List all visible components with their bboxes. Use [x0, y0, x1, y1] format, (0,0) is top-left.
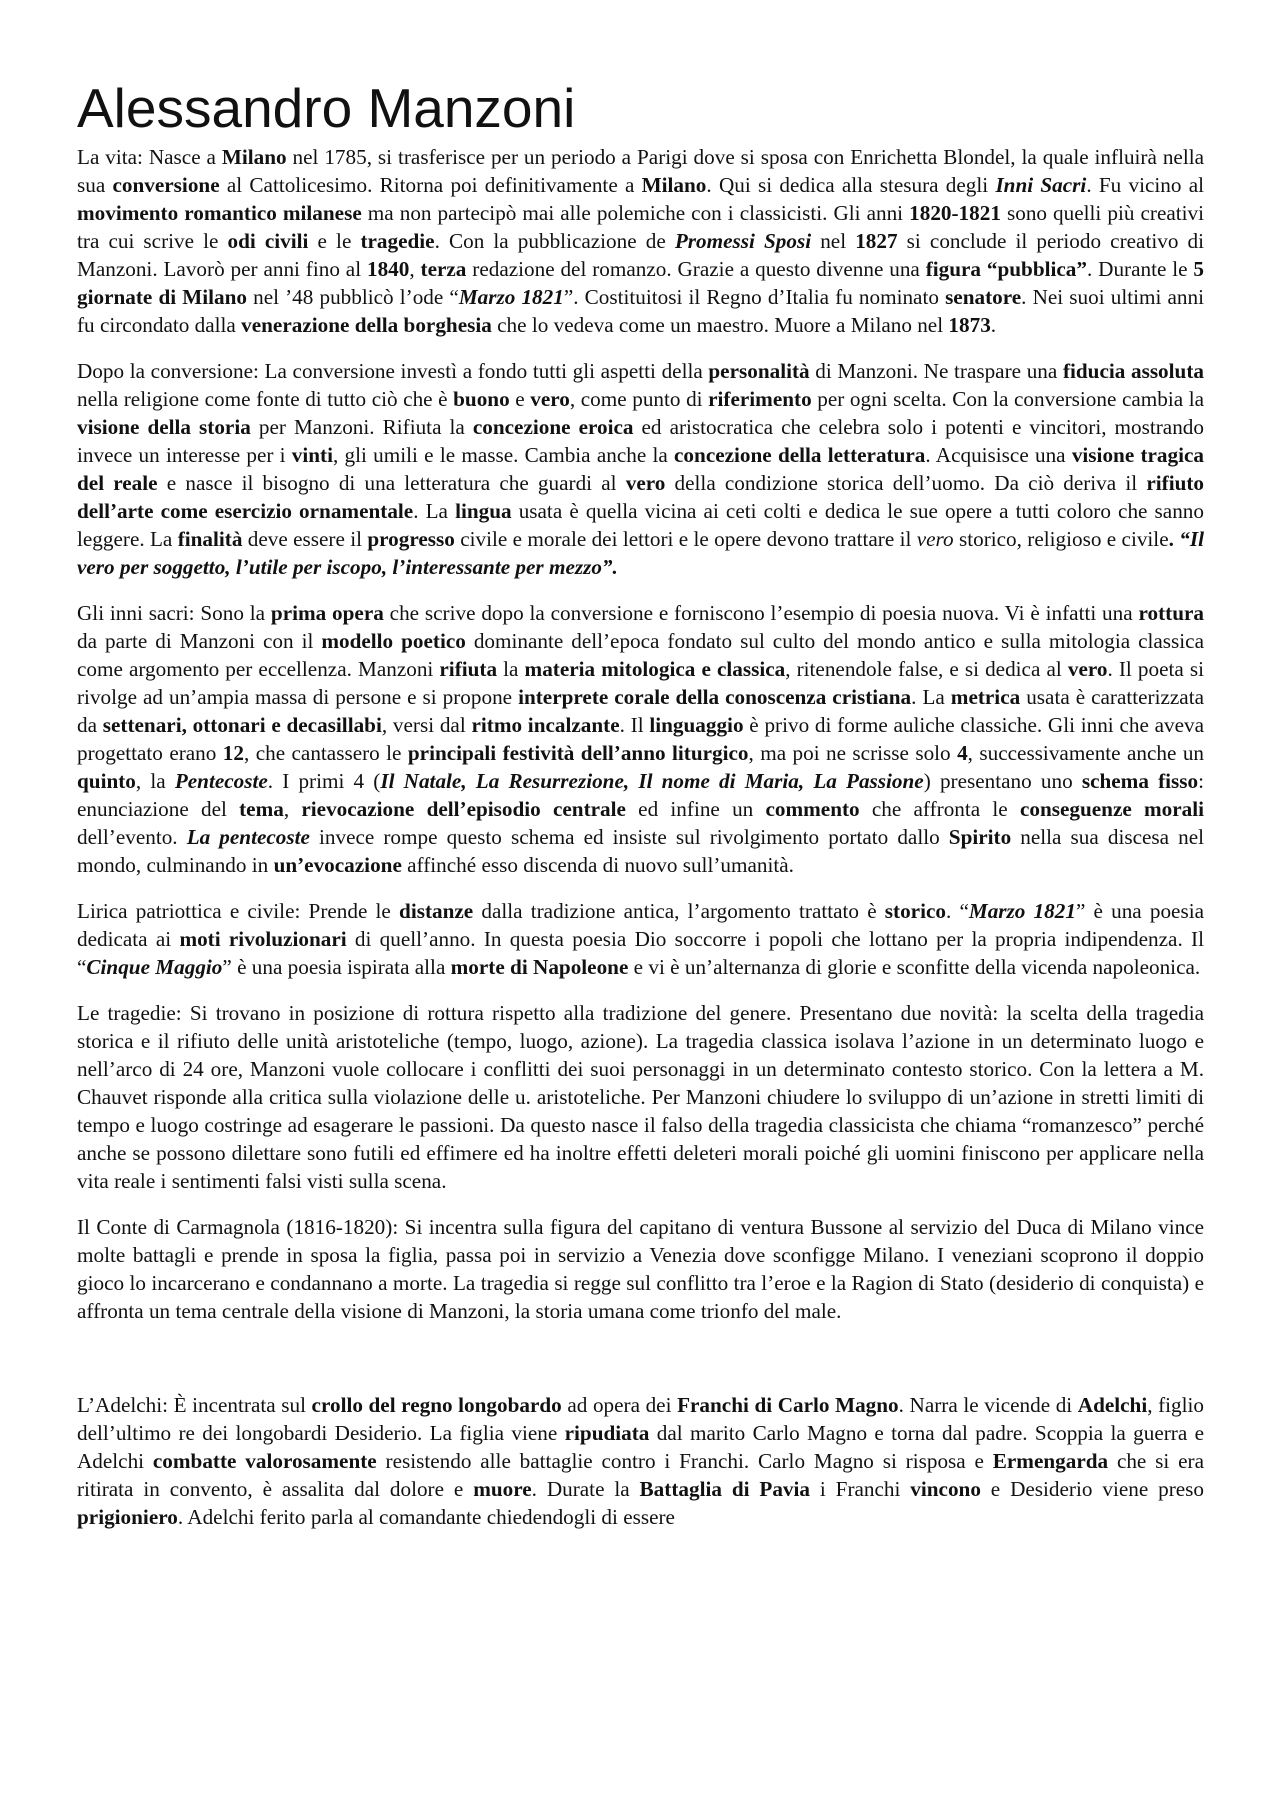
emphasis-run: Ermengarda: [992, 1449, 1109, 1473]
text-run: , successivamente anche un: [967, 741, 1205, 765]
emphasis-run: Spirito: [948, 825, 1012, 849]
emphasis-run: progresso: [367, 527, 455, 551]
text-run: dell’evento.: [77, 825, 187, 849]
emphasis-run: visione tragica del reale: [77, 443, 1205, 495]
text-run: . Narra le vicende di: [898, 1393, 1078, 1417]
text-run: . Durante le: [1086, 257, 1194, 281]
text-run: , figlio dell’ultimo re dei longobardi Desiderio. La figlia viene: [77, 1393, 1205, 1445]
emphasis-run: vero: [916, 527, 954, 551]
emphasis-run: 4: [957, 741, 968, 765]
emphasis-run: rievocazione dell’episodio centrale: [301, 797, 626, 821]
emphasis-run: metrica: [950, 685, 1021, 709]
emphasis-run: quinto: [77, 769, 136, 793]
emphasis-run: morte di Napoleone: [450, 955, 629, 979]
paragraph-adelchi: [77, 1391, 1204, 1531]
emphasis-run: vero: [625, 471, 666, 495]
text-run: la: [497, 657, 525, 681]
emphasis-run: vero: [1067, 657, 1108, 681]
emphasis-run: Milano: [221, 145, 287, 169]
text-run: , la: [135, 769, 175, 793]
text-run: al Cattolicesimo. Ritorna poi definitivamente a: [219, 173, 642, 197]
emphasis-run: modello poetico: [321, 629, 466, 653]
paragraph-carmagnola: [77, 1213, 1204, 1325]
text-run: . Qui si dedica alla stesura degli: [706, 173, 996, 197]
text-run: è privo di forme auliche classiche. Gli inni che aveva progettato erano: [77, 713, 1204, 765]
text-run: Lirica patriottica e civile: Prende le: [77, 899, 400, 923]
text-run: . Il poeta si rivolge ad un’ampia massa di persone e si propone: [77, 657, 1204, 709]
text-run: . “: [945, 899, 969, 923]
emphasis-run: 12: [222, 741, 244, 765]
text-run: . I primi 4 (: [267, 769, 381, 793]
emphasis-run: ripudiata: [564, 1421, 650, 1445]
emphasis-run: moti rivoluzionari: [179, 927, 347, 951]
text-run: . Con la pubblicazione de: [434, 229, 675, 253]
emphasis-run: Marzo 1821: [968, 899, 1076, 923]
text-run: ” è una poesia dedicata ai: [77, 899, 1205, 951]
emphasis-run: vero: [530, 387, 570, 411]
emphasis-run: storico: [884, 899, 946, 923]
emphasis-run: riferimento: [708, 387, 812, 411]
text-run: . Acquisisce una: [925, 443, 1072, 467]
emphasis-run: vinti: [291, 443, 334, 467]
emphasis-run: Inni Sacri: [995, 173, 1087, 197]
text-run: per ogni scelta. Con la conversione cambia la: [811, 387, 1205, 411]
text-run: sono quelli più creativi tra cui scrive le: [77, 201, 1205, 253]
text-run: . Durate la: [531, 1477, 640, 1501]
text-run: .: [990, 313, 997, 337]
emphasis-run: tema: [239, 797, 284, 821]
emphasis-run: Battaglia di Pavia: [639, 1477, 810, 1501]
text-run: e le: [308, 229, 361, 253]
text-run: nel ’48 pubblicò l’ode “: [246, 285, 459, 309]
emphasis-run: Pentecoste: [174, 769, 268, 793]
emphasis-run: conseguenze morali: [1019, 797, 1205, 821]
text-run: che scrive dopo la conversione e forniscono l’esempio di poesia nuova. Vi è infatti una: [383, 601, 1139, 625]
text-run: Gli inni sacri: Sono la: [77, 601, 271, 625]
text-run: . Nei suoi ultimi anni fu circondato dalla: [77, 285, 1204, 337]
emphasis-run: commento: [765, 797, 860, 821]
text-run: dal marito Carlo Magno e torna dal padre. Scoppia la guerra e Adelchi: [77, 1421, 1204, 1473]
emphasis-run: buono: [453, 387, 510, 411]
emphasis-run: linguaggio: [649, 713, 744, 737]
text-run: ma non partecipò mai alle polemiche con i classicisti. Gli anni: [361, 201, 910, 225]
page-title: Alessandro Manzoni: [77, 77, 576, 139]
text-run: e: [509, 387, 531, 411]
emphasis-run: finalità: [177, 527, 243, 551]
text-run: , ritenendole false, e si dedica al: [785, 657, 1068, 681]
emphasis-run: interprete corale della conoscenza cristiana: [518, 685, 912, 709]
emphasis-run: visione della storia: [77, 415, 251, 439]
text-run: nella religione come fonte di tutto ciò che è: [77, 387, 454, 411]
text-run: ) presentano uno: [923, 769, 1082, 793]
emphasis-run: fiducia assoluta: [1062, 359, 1204, 383]
emphasis-run: muore: [473, 1477, 532, 1501]
emphasis-run: 1873: [948, 313, 991, 337]
text-run: L’Adelchi: È incentrata sul: [77, 1393, 312, 1417]
emphasis-run: Franchi di Carlo Magno: [677, 1393, 899, 1417]
emphasis-run: Il Natale, La Resurrezione, Il nome di Maria, La Passione: [380, 769, 924, 793]
emphasis-run: rifiuta: [439, 657, 498, 681]
paragraph-vita: [77, 143, 1204, 339]
text-run: che lo vedeva come un maestro. Muore a Milano nel: [491, 313, 949, 337]
text-run: . La: [911, 685, 951, 709]
text-run: , come punto di: [569, 387, 709, 411]
paragraph-inni-sacri: [77, 599, 1204, 879]
emphasis-run: schema fisso: [1081, 769, 1199, 793]
emphasis-run: settenari, ottonari e decasillabi: [102, 713, 382, 737]
emphasis-run: rifiuto dell’arte come esercizio ornamentale: [77, 471, 1205, 523]
text-run: usata è caratterizzata da: [77, 685, 1205, 737]
text-run: . Fu vicino al: [1086, 173, 1204, 197]
text-run: , gli umili e le masse. Cambia anche la: [333, 443, 675, 467]
emphasis-run: prima opera: [270, 601, 384, 625]
text-run: Il Conte di Carmagnola (1816-1820): Si incentra sulla figura del capitano di ventura Bussone al servizio del Duca di Milano vince molte battagli e prende in sposa la figlia, passa poi in servizio a Venezia dove sconfigge Milano. I veneziani scoprono il doppio gioco lo incarcerano e condannano a morte. La tragedia si regge sul conflitto tra l’eroe e la Ragion di Stato (desiderio di conquista) e affronta un tema centrale della visione di Manzoni, la storia umana come trionfo del male.: [77, 1215, 1204, 1323]
emphasis-run: distanze: [399, 899, 474, 923]
emphasis-run: Cinque Maggio: [86, 955, 223, 979]
text-run: dalla tradizione antica, l’argomento trattato è: [473, 899, 885, 923]
emphasis-run: 1820-1821: [909, 201, 1001, 225]
emphasis-run: conversione: [112, 173, 220, 197]
text-run: ed infine un: [625, 797, 766, 821]
emphasis-run: 5 giornate di Milano: [77, 257, 1205, 309]
emphasis-run: movimento romantico milanese: [77, 201, 362, 225]
text-run: i Franchi: [810, 1477, 911, 1501]
paragraph-conversione: [77, 357, 1204, 581]
text-run: nella sua discesa nel mondo, culminando in: [77, 825, 1204, 877]
text-run: , versi dal: [381, 713, 472, 737]
text-run: . Il: [619, 713, 650, 737]
emphasis-run: crollo del regno longobardo: [311, 1393, 562, 1417]
text-run: ed aristocratica che celebra solo i potenti e vincitori, mostrando invece un interesse per i: [77, 415, 1204, 467]
text-run: affinché esso discenda di nuovo sull’umanità.: [401, 853, 794, 877]
text-run: ,: [409, 257, 421, 281]
paragraph-lirica: [77, 897, 1204, 981]
text-run: , ma poi ne scrisse solo: [748, 741, 958, 765]
text-run: si conclude il periodo creativo di Manzoni. Lavorò per anni fino al: [77, 229, 1204, 281]
emphasis-run: Marzo 1821: [458, 285, 564, 309]
text-run: Le tragedie: Si trovano in posizione di rottura rispetto alla tradizione del genere. Presentano due novità: la scelta della tragedia storica e il rifiuto delle unità aristoteliche (tempo, luogo, azione). La tragedia classica isolava l’azione in un determinato luogo e nell’arco di 24 ore, Manzoni vuole collocare i conflitti dei suoi personaggi in un determinato contesto storico. Con la lettera a M. Chauvet risponde alla critica sulla violazione delle u. aristoteliche. Per Manzoni chiudere lo sviluppo di un’azione in stretti limiti di tempo e luogo costringe ad esagerare le passioni. Da questo nasce il falso della tragedia classicista che chiama “romanzesco” perché anche se possono dilettare sono futili ed effimere ed ha inoltre effetti deleteri morali poiché gli uomini finiscono per applicare nella vita reale i sentimenti falsi visti sulla scena.: [77, 1001, 1204, 1193]
text-run: storico, religioso e civile: [953, 527, 1169, 551]
text-run: : enunciazione del: [77, 769, 1205, 821]
emphasis-run: rottura: [1138, 601, 1204, 625]
emphasis-run: .: [1168, 527, 1180, 551]
emphasis-run: lingua: [455, 499, 512, 523]
text-run: della condizione storica dell’uomo. Da ciò deriva il: [665, 471, 1147, 495]
emphasis-run: concezione della letteratura: [674, 443, 926, 467]
text-run: civile e morale dei lettori e le opere devono trattare il: [454, 527, 917, 551]
emphasis-run: principali festività dell’anno liturgico: [407, 741, 749, 765]
text-run: ,: [283, 797, 302, 821]
emphasis-run: odi civili: [227, 229, 309, 253]
emphasis-run: Promessi Sposi: [674, 229, 812, 253]
emphasis-run: figura “pubblica”: [925, 257, 1087, 281]
emphasis-run: Adelchi: [1077, 1393, 1148, 1417]
emphasis-run: prigioniero: [77, 1505, 178, 1529]
emphasis-run: materia mitologica e classica: [524, 657, 786, 681]
text-run: resistendo alle battaglie contro i Franchi. Carlo Magno si risposa e: [376, 1449, 993, 1473]
emphasis-run: 1827: [855, 229, 898, 253]
text-run: e vi è un’alternanza di glorie e sconfitte della vicenda napoleonica.: [628, 955, 1201, 979]
text-run: che affronta le: [859, 797, 1020, 821]
text-run: di quell’anno. In questa poesia Dio soccorre i popoli che lottano per la propria indipendenza. Il “: [77, 927, 1204, 979]
emphasis-run: vincono: [910, 1477, 981, 1501]
emphasis-run: tragedie: [360, 229, 435, 253]
text-run: ” è una poesia ispirata alla: [222, 955, 451, 979]
emphasis-run: Milano: [641, 173, 707, 197]
text-run: . Adelchi ferito parla al comandante chiedendogli di essere: [177, 1505, 675, 1529]
text-run: ”. Costituitosi il Regno d’Italia fu nominato: [563, 285, 946, 309]
text-run: e Desiderio viene preso: [980, 1477, 1205, 1501]
text-run: nel 1785, si trasferisce per un periodo a Parigi dove si sposa con Enrichetta Blondel, la quale influirà nella sua: [77, 145, 1204, 197]
emphasis-run: senatore: [945, 285, 1022, 309]
text-run: redazione del romanzo. Grazie a questo divenne una: [466, 257, 926, 281]
emphasis-run: venerazione della borghesia: [241, 313, 492, 337]
emphasis-run: ritmo incalzante: [471, 713, 620, 737]
emphasis-run: combatte valorosamente: [152, 1449, 377, 1473]
text-run: deve essere il: [242, 527, 368, 551]
text-run: per Manzoni. Rifiuta la: [250, 415, 473, 439]
text-run: di Manzoni. Ne traspare una: [809, 359, 1063, 383]
text-run: invece rompe questo schema ed insiste sul rivolgimento portato dallo: [309, 825, 949, 849]
emphasis-run: concezione eroica: [472, 415, 634, 439]
text-run: usata è quella vicina ai ceti colti e dedica le sue opere a tutti coloro che sanno leggere. La: [77, 499, 1204, 551]
emphasis-run: La pentecoste: [186, 825, 310, 849]
text-run: La vita: Nasce a: [77, 145, 222, 169]
emphasis-run: un’evocazione: [273, 853, 402, 877]
text-run: nel: [811, 229, 856, 253]
text-run: , che cantassero le: [243, 741, 408, 765]
emphasis-run: “Il vero per soggetto, l’utile per iscopo, l’interessante per mezzo”.: [77, 527, 1204, 579]
text-run: . La: [413, 499, 456, 523]
text-run: e nasce il bisogno di una letteratura che guardi al: [157, 471, 626, 495]
emphasis-run: terza: [420, 257, 467, 281]
text-run: che si era ritirata in convento, è assalita dal dolore e: [77, 1449, 1204, 1501]
text-run: dominante dell’epoca fondato sul culto del mondo antico e sulla mitologia classica come argomento per eccellenza. Manzoni: [77, 629, 1204, 681]
text-run: Dopo la conversione: La conversione investì a fondo tutti gli aspetti della: [77, 359, 709, 383]
emphasis-run: personalità: [708, 359, 810, 383]
emphasis-run: 1840: [366, 257, 410, 281]
text-run: da parte di Manzoni con il: [77, 629, 322, 653]
paragraph-tragedie: [77, 999, 1204, 1195]
text-run: ad opera dei: [561, 1393, 678, 1417]
